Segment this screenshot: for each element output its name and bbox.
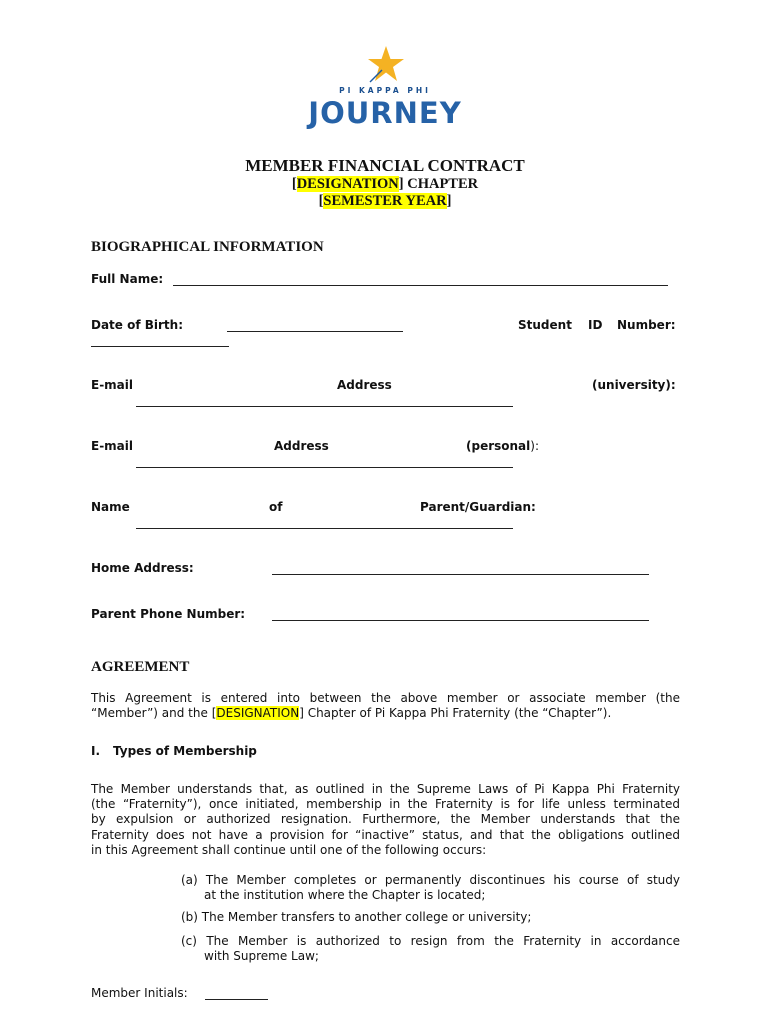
agreement-paragraph: This Agreement is entered into between the above member or associate member (the “Member”) and the [DESIGNATION] Chapter of Pi Kappa Phi Fraternity (the “Chapter”).	[91, 691, 680, 721]
designation-placeholder: DESIGNATION	[296, 176, 399, 192]
list-item-b: (b) The Member transfers to another college or university;	[181, 910, 532, 924]
student-id-label-3: Number:	[617, 318, 676, 332]
member-initials-field[interactable]	[205, 999, 268, 1000]
dob-field[interactable]	[227, 331, 403, 332]
section-title: Types of Membership	[113, 744, 257, 758]
email-university-label-3: (university):	[592, 378, 676, 392]
parent-name-field[interactable]	[136, 528, 513, 529]
list-item-a: (a) The Member completes or permanently discontinues his course of study at the institution where the Chapter is located;	[181, 873, 680, 903]
parent-phone-label: Parent Phone Number:	[91, 607, 246, 621]
full-name-label: Full Name:	[91, 272, 164, 286]
designation-placeholder: DESIGNATION	[216, 706, 300, 721]
email-university-label-1: E-mail	[91, 378, 134, 392]
document-title: MEMBER FINANCIAL CONTRACT	[245, 156, 525, 175]
email-personal-label-1: E-mail	[91, 439, 134, 453]
semester-line: [SEMESTER YEAR]	[318, 193, 452, 209]
membership-paragraph: The Member understands that, as outlined in the Supreme Laws of Pi Kappa Phi Fraternity (the “Fraternity”), once initiated, membership in the Fraternity is for life unless terminated by expulsion or authorized resignation. Furthermore, the Member understands that the Fraternity does not have a provision for “inactive” status, and that the obligations outlined in this Agreement shall continue until one of the following occurs:	[91, 782, 680, 857]
logo-tagline: PI KAPPA PHI	[339, 86, 431, 95]
home-address-label: Home Address:	[91, 561, 194, 575]
email-personal-label-2: Address	[274, 439, 329, 453]
parent-name-label-2: of	[269, 500, 283, 514]
list-item-c: (c) The Member is authorized to resign from the Fraternity in accordance with Supreme Law;	[181, 934, 680, 964]
student-id-label-2: ID	[588, 318, 603, 332]
section-number: I.	[91, 744, 101, 758]
student-id-label-1: Student	[518, 318, 572, 332]
parent-name-label-1: Name	[91, 500, 130, 514]
star-icon	[366, 44, 406, 84]
parent-name-label-3: Parent/Guardian:	[420, 500, 536, 514]
agreement-heading: AGREEMENT	[91, 659, 190, 675]
email-personal-field[interactable]	[136, 467, 513, 468]
logo-wordmark: JOURNEY	[308, 96, 462, 130]
member-initials-label: Member Initials:	[91, 986, 188, 1000]
parent-phone-field[interactable]	[272, 620, 649, 621]
chapter-line: [DESIGNATION] CHAPTER	[291, 176, 479, 192]
student-id-field[interactable]	[91, 346, 229, 347]
biographical-heading: BIOGRAPHICAL INFORMATION	[91, 239, 324, 255]
email-university-field[interactable]	[136, 406, 513, 407]
semester-year-placeholder: SEMESTER YEAR	[323, 193, 447, 209]
email-personal-label-3: (personal):	[466, 439, 540, 453]
full-name-field[interactable]	[173, 285, 668, 286]
home-address-field[interactable]	[272, 574, 649, 575]
dob-label: Date of Birth:	[91, 318, 184, 332]
email-university-label-2: Address	[337, 378, 392, 392]
